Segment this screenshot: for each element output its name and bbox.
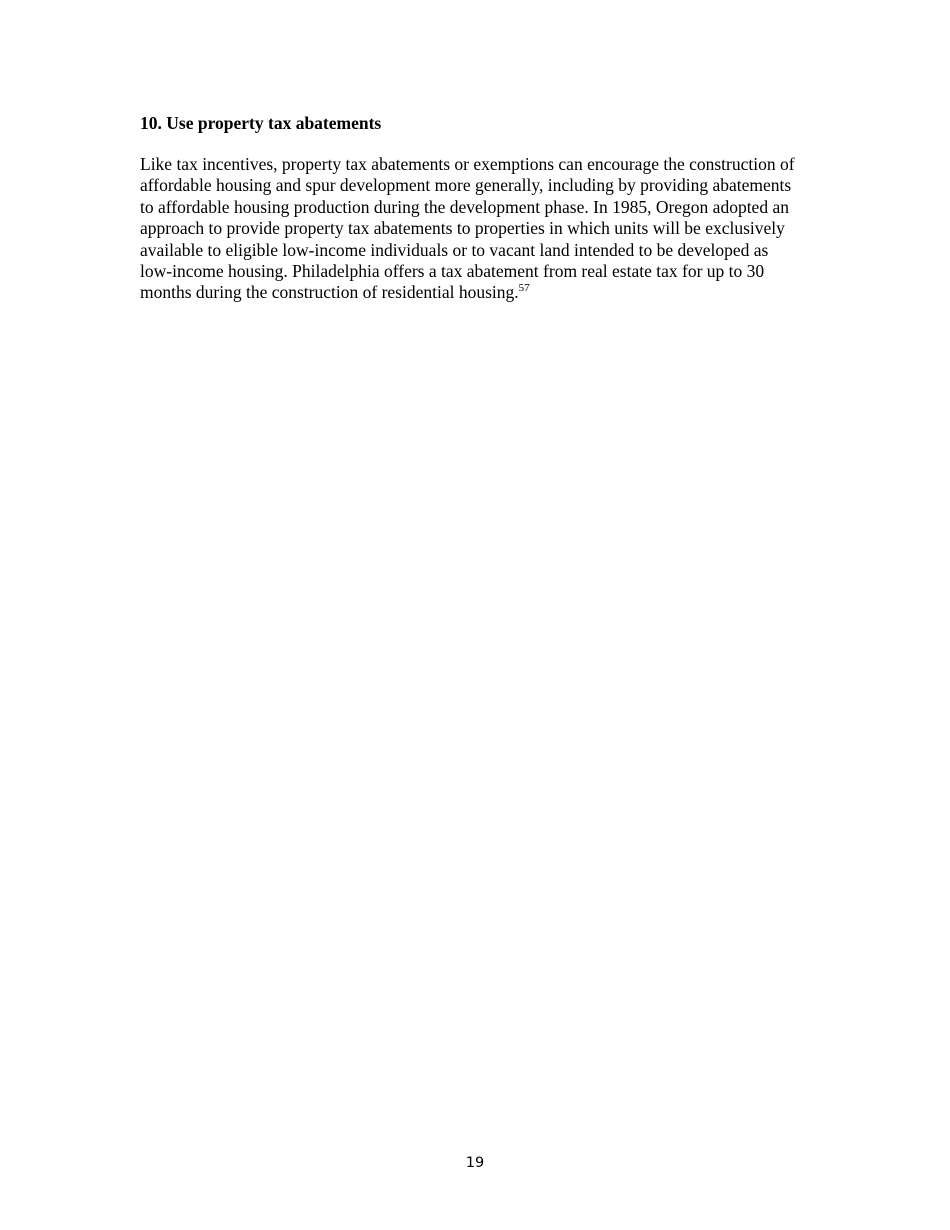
section-paragraph — [140, 154, 840, 304]
paragraph-line: low-income housing. Philadelphia offers a tax abatement from real estate tax for up to 30 — [140, 261, 765, 282]
footnote-reference[interactable]: 57 — [518, 282, 530, 295]
paragraph-line: available to eligible low-income individuals or to vacant land intended to be developed as — [140, 239, 769, 260]
page-number: 19 — [465, 1155, 485, 1171]
paragraph-line: affordable housing and spur development more generally, including by providing abatements — [140, 175, 792, 196]
section-heading: 10. Use property tax abatements — [140, 113, 382, 133]
paragraph-line: Like tax incentives, property tax abatements or exemptions can encourage the construction of — [140, 154, 795, 174]
paragraph-line-text: months during the construction of residential housing. — [140, 282, 519, 303]
paragraph-line: approach to provide property tax abatements to properties in which units will be exclusively — [140, 218, 785, 239]
paragraph-last-line — [140, 282, 840, 303]
paragraph-line: to affordable housing production during the development phase. In 1985, Oregon adopted an — [140, 196, 789, 217]
